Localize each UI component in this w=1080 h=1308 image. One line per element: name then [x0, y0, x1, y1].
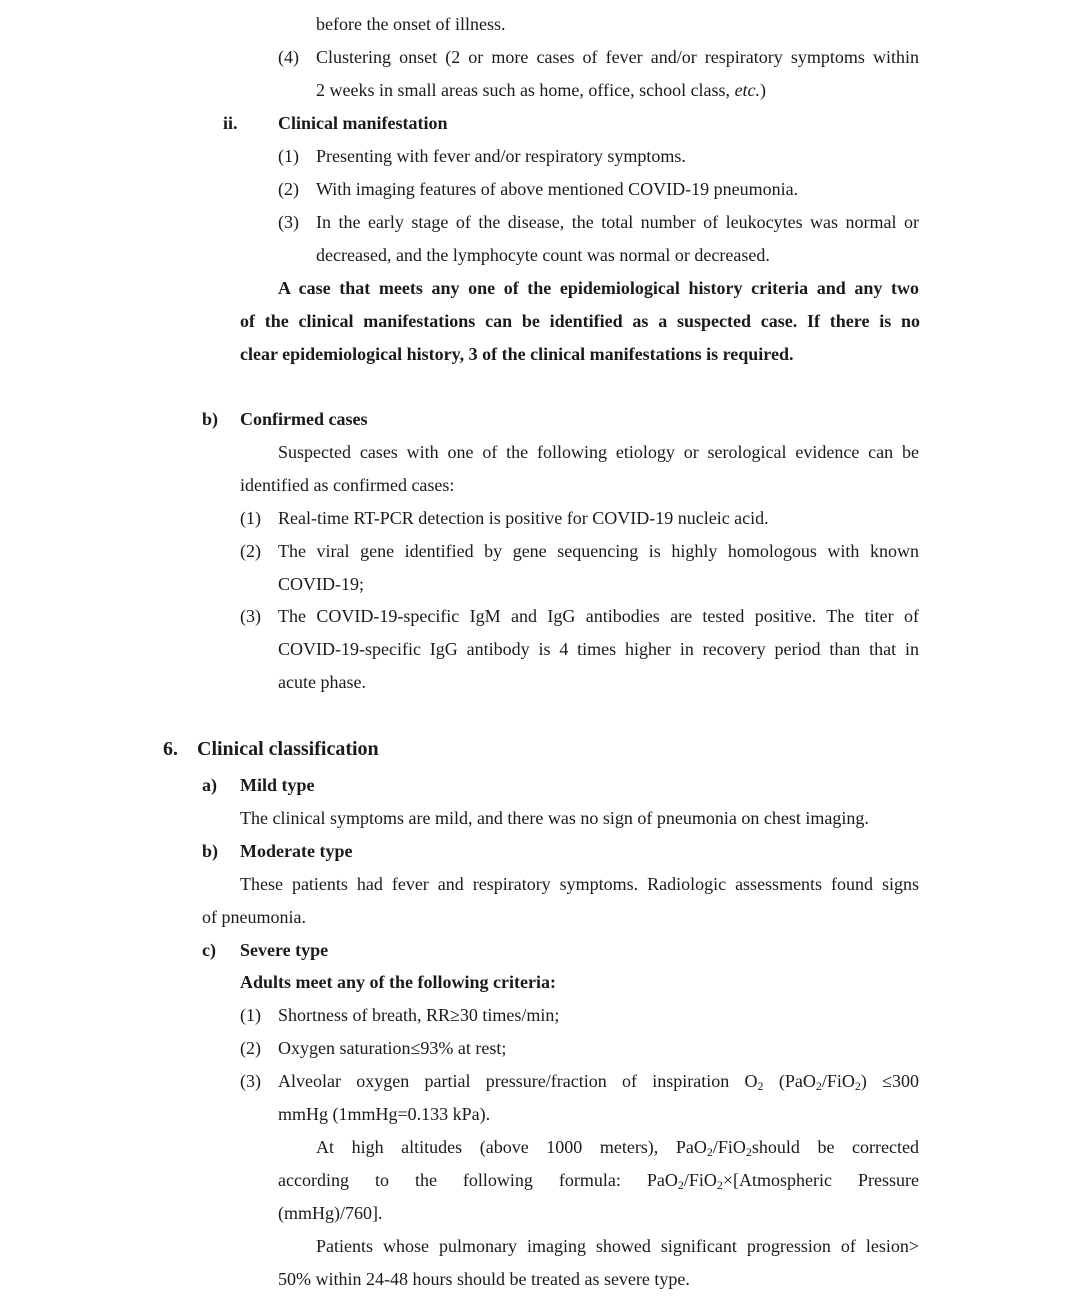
paragraph-text: These patients had fever and respiratory symptoms. Radiologic assessments found signs — [240, 874, 919, 894]
item-number: (1) — [278, 146, 299, 166]
subsection-heading: Moderate type — [240, 841, 353, 861]
subsection-heading: Severe type — [240, 940, 329, 960]
continuation-line: before the onset of illness. — [316, 14, 506, 34]
list-item-text: The viral gene identified by gene sequencing is highly homologous with known — [278, 541, 919, 561]
list-item-text: COVID-19-specific IgG antibody is 4 times higher in recovery period than that in — [278, 639, 919, 659]
list-item-text: The COVID-19-specific IgM and IgG antibodies are tested positive. The titer of — [278, 606, 919, 626]
summary-paragraph: clear epidemiological history, 3 of the clinical manifestations is required. — [240, 344, 794, 364]
section-number: 6. — [163, 738, 178, 760]
item-number: (2) — [278, 179, 299, 199]
summary-paragraph: A case that meets any one of the epidemiological history criteria and any two — [278, 278, 919, 298]
list-item-text: Clustering onset (2 or more cases of fever and/or respiratory symptoms within — [316, 47, 919, 67]
summary-paragraph: of the clinical manifestations can be identified as a suspected case. If there is no — [240, 311, 920, 331]
item-number: (2) — [240, 541, 261, 561]
subsection-letter: c) — [202, 940, 216, 960]
item-number: (3) — [240, 606, 261, 626]
paragraph-text: The clinical symptoms are mild, and there was no sign of pneumonia on chest imaging. — [240, 808, 869, 828]
paragraph-text: identified as confirmed cases: — [240, 475, 455, 495]
paragraph-text: according to the following formula: PaO$_2$/FiO$_2$×[Atmospheric Pressure — [278, 1170, 919, 1192]
paragraph-text: (mmHg)/760]. — [278, 1203, 383, 1223]
list-item-text: 2 weeks in small areas such as home, office, school class, etc.) — [316, 80, 767, 100]
item-number: (3) — [240, 1071, 261, 1091]
item-number: (1) — [240, 508, 261, 528]
paragraph-text: At high altitudes (above 1000 meters), PaO$_2$/FiO$_2$should be corrected — [316, 1137, 919, 1159]
subsection-heading: Mild type — [240, 775, 315, 795]
item-number: (4) — [278, 47, 299, 67]
list-item-text: Presenting with fever and/or respiratory symptoms. — [316, 146, 686, 166]
paragraph-text: Patients whose pulmonary imaging showed significant progression of lesion> — [316, 1236, 919, 1256]
section-heading: Clinical classification — [197, 738, 379, 760]
list-item-text: COVID-19; — [278, 574, 364, 594]
subsection-letter: a) — [202, 775, 217, 795]
list-item-text: Shortness of breath, RR≥30 times/min; — [278, 1005, 560, 1025]
subsection-letter: b) — [202, 841, 219, 861]
paragraph-text: 50% within 24-48 hours should be treated as severe type. — [278, 1269, 690, 1289]
item-number: (3) — [278, 212, 299, 232]
list-item-text: In the early stage of the disease, the total number of leukocytes was normal or — [316, 212, 919, 232]
section-heading: Clinical manifestation — [278, 113, 448, 133]
list-item-text: decreased, and the lymphocyte count was normal or decreased. — [316, 245, 770, 265]
subsection-letter: b) — [202, 409, 219, 429]
list-item-text: mmHg (1mmHg=0.133 kPa). — [278, 1104, 491, 1124]
item-number: (1) — [240, 1005, 261, 1025]
list-item-text: Alveolar oxygen partial pressure/fraction of inspiration $O_2$ (PaO$_2$/FiO$_2$) ≤300 — [278, 1071, 919, 1093]
list-item-text: Real-time RT-PCR detection is positive for COVID-19 nucleic acid. — [278, 508, 769, 528]
paragraph-text: of pneumonia. — [202, 907, 306, 927]
item-number: (2) — [240, 1038, 261, 1058]
criteria-heading: Adults meet any of the following criteria: — [240, 972, 556, 992]
list-item-text: acute phase. — [278, 672, 366, 692]
list-item-text: Oxygen saturation≤93% at rest; — [278, 1038, 507, 1058]
paragraph-text: Suspected cases with one of the following etiology or serological evidence can be — [278, 442, 919, 462]
section-number: ii. — [223, 113, 238, 133]
subsection-heading: Confirmed cases — [240, 409, 368, 429]
list-item-text: With imaging features of above mentioned COVID-19 pneumonia. — [316, 179, 799, 199]
